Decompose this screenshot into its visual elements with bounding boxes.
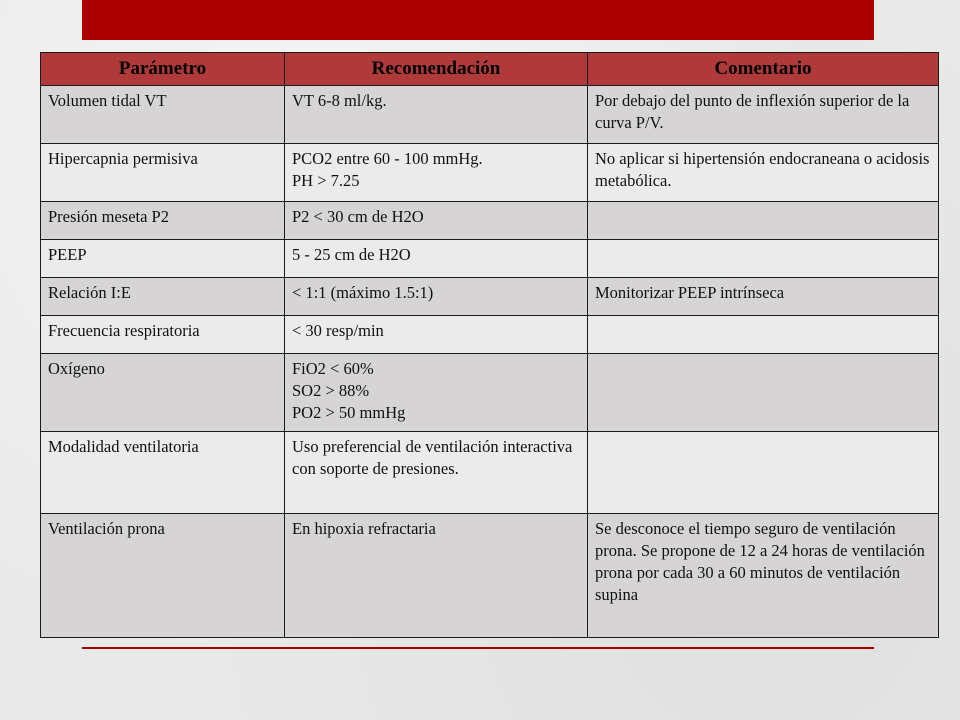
cell-parametro: Relación I:E — [41, 278, 285, 316]
cell-recomendacion — [285, 144, 588, 202]
header-parametro: Parámetro — [41, 53, 285, 86]
recomendacion-line: PO2 > 50 mmHg — [292, 403, 406, 422]
cell-recomendacion — [285, 432, 588, 514]
table-row — [41, 316, 939, 354]
header-recomendacion: Recomendación — [285, 53, 588, 86]
cell-comentario — [588, 202, 939, 240]
cell-recomendacion — [285, 514, 588, 638]
table-row — [41, 202, 939, 240]
cell-comentario: Por debajo del punto de inflexión superior de la curva P/V. — [588, 86, 939, 144]
cell-comentario — [588, 240, 939, 278]
recomendacion-line: PCO2 entre 60 - 100 mmHg. — [292, 149, 483, 168]
recomendacion-line: < 30 resp/min — [292, 321, 384, 340]
table-row — [41, 86, 939, 144]
cell-comentario — [588, 316, 939, 354]
cell-recomendacion — [285, 316, 588, 354]
recomendacion-line: 5 - 25 cm de H2O — [292, 245, 411, 264]
recomendacion-line: En hipoxia refractaria — [292, 519, 436, 538]
cell-comentario: Se desconoce el tiempo seguro de ventilación prona. Se propone de 12 a 24 horas de ventilación prona por cada 30 a 60 minutos de ventilación supina — [588, 514, 939, 638]
recomendacion-line: Uso preferencial de ventilación interactiva con soporte de presiones. — [292, 437, 573, 478]
recomendacion-line: P2 < 30 cm de H2O — [292, 207, 424, 226]
cell-recomendacion — [285, 240, 588, 278]
ventilation-parameters-table — [40, 52, 939, 638]
table-row — [41, 278, 939, 316]
header-comentario: Comentario — [588, 53, 939, 86]
cell-parametro: Hipercapnia permisiva — [41, 144, 285, 202]
table-row — [41, 240, 939, 278]
cell-parametro: Presión meseta P2 — [41, 202, 285, 240]
cell-comentario — [588, 354, 939, 432]
cell-recomendacion — [285, 86, 588, 144]
top-accent-bar — [82, 0, 874, 40]
recomendacion-line: VT 6-8 ml/kg. — [292, 91, 387, 110]
cell-recomendacion — [285, 278, 588, 316]
cell-parametro: Modalidad ventilatoria — [41, 432, 285, 514]
recomendacion-line: PH > 7.25 — [292, 171, 360, 190]
table-row — [41, 514, 939, 638]
recomendacion-line: < 1:1 (máximo 1.5:1) — [292, 283, 434, 302]
table-row — [41, 432, 939, 514]
table-row — [41, 354, 939, 432]
cell-recomendacion — [285, 202, 588, 240]
cell-comentario: Monitorizar PEEP intrínseca — [588, 278, 939, 316]
cell-recomendacion — [285, 354, 588, 432]
cell-parametro: Volumen tidal VT — [41, 86, 285, 144]
recomendacion-line: FiO2 < 60% — [292, 359, 374, 378]
cell-comentario — [588, 432, 939, 514]
cell-parametro: Oxígeno — [41, 354, 285, 432]
cell-parametro: Frecuencia respiratoria — [41, 316, 285, 354]
table-header-row — [41, 53, 939, 86]
table-body — [41, 86, 939, 638]
cell-comentario: No aplicar si hipertensión endocraneana o acidosis metabólica. — [588, 144, 939, 202]
table-row — [41, 144, 939, 202]
bottom-accent-line — [82, 647, 874, 649]
recomendacion-line: SO2 > 88% — [292, 381, 370, 400]
cell-parametro: PEEP — [41, 240, 285, 278]
cell-parametro: Ventilación prona — [41, 514, 285, 638]
